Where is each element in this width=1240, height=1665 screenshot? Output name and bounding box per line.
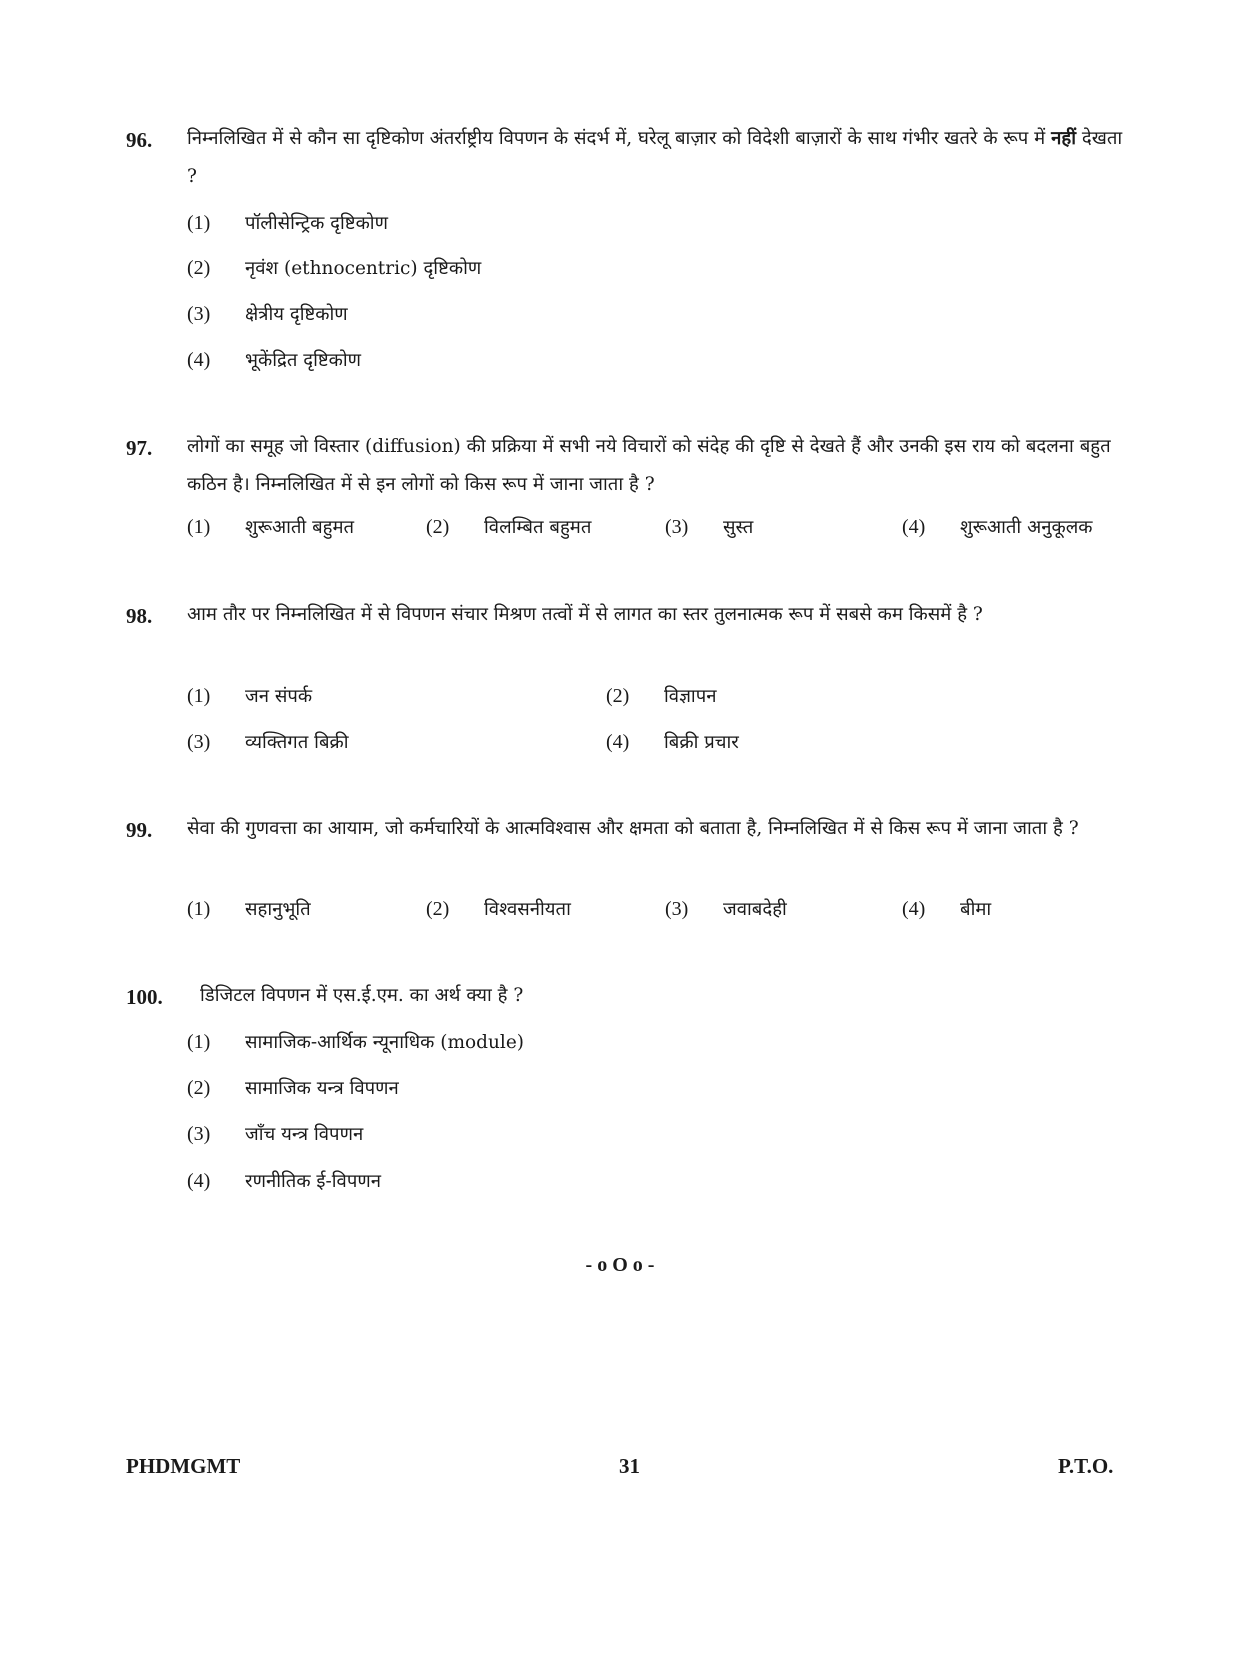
question-text bbox=[187, 120, 1137, 196]
option-text: विज्ञापन bbox=[664, 686, 717, 707]
option-text: जन संपर्क bbox=[245, 686, 313, 707]
question-text: आम तौर पर निम्नलिखित में से विपणन संचार मिश्रण तत्वों में से लागत का स्तर तुलनात्मक रूप में सबसे कम किसमें है ? bbox=[187, 604, 983, 625]
question-number: 96. bbox=[126, 128, 153, 152]
option-number: (2) bbox=[426, 898, 450, 920]
option-text: सुस्त bbox=[723, 517, 754, 538]
option-number: (4) bbox=[187, 349, 211, 371]
option-number: (3) bbox=[187, 303, 211, 325]
question-text: डिजिटल विपणन में एस.ई.एम. का अर्थ क्या है ? bbox=[200, 985, 524, 1006]
question-number: 97. bbox=[126, 436, 153, 460]
option-text: नृवंश (ethnocentric) दृष्टिकोण bbox=[245, 258, 482, 279]
question-text: लोगों का समूह जो विस्तार (diffusion) की प्रक्रिया में सभी नये विचारों को संदेह की दृष्टि से देखते हैं और उनकी इस राय को बदलना बहुत कठिन है। निम्नलिखित में से इन लोगों को किस रूप में जाना जाता है ? bbox=[187, 436, 1111, 495]
question-text: सेवा की गुणवत्ता का आयाम, जो कर्मचारियों के आत्मविश्वास और क्षमता को बताता है, निम्नलिखित में से किस रूप में जाना जाता है ? bbox=[187, 818, 1079, 839]
option-text: सामाजिक-आर्थिक न्यूनाधिक (module) bbox=[245, 1032, 524, 1053]
option-text: व्यक्तिगत बिक्री bbox=[245, 732, 349, 753]
option-number: (1) bbox=[187, 685, 211, 707]
option-text: शुरूआती अनुकूलक bbox=[960, 517, 1093, 538]
question-emphasis: नहीं bbox=[1051, 128, 1077, 149]
end-mark: - o O o - bbox=[585, 1254, 655, 1276]
question-number: 100. bbox=[126, 985, 163, 1009]
option-number: (4) bbox=[902, 516, 926, 538]
option-text: बीमा bbox=[960, 899, 992, 920]
question-number: 98. bbox=[126, 604, 153, 628]
option-number: (3) bbox=[187, 1123, 211, 1145]
option-text: शुरूआती बहुमत bbox=[245, 517, 355, 538]
question-number: 99. bbox=[126, 818, 153, 842]
option-text: विश्वसनीयता bbox=[484, 899, 571, 920]
option-number: (1) bbox=[187, 898, 211, 920]
option-number: (2) bbox=[187, 1077, 211, 1099]
option-number: (1) bbox=[187, 212, 211, 234]
option-text: पॉलीसेन्ट्रिक दृष्टिकोण bbox=[245, 213, 388, 234]
question-text-part: देखता ? bbox=[187, 128, 1123, 187]
question-text-part: निम्नलिखित में से कौन सा दृष्टिकोण अंतर्राष्ट्रीय विपणन के संदर्भ में, घरेलू बाज़ार को विदेशी बाज़ारों के साथ गंभीर खतरे के रूप में bbox=[187, 128, 1046, 149]
option-number: (4) bbox=[606, 731, 630, 753]
option-number: (4) bbox=[902, 898, 926, 920]
option-text: भूकेंद्रित दृष्टिकोण bbox=[245, 350, 362, 371]
option-text: बिक्री प्रचार bbox=[664, 732, 739, 753]
option-number: (4) bbox=[187, 1170, 211, 1192]
option-text: रणनीतिक ई-विपणन bbox=[245, 1171, 381, 1192]
option-number: (3) bbox=[665, 516, 689, 538]
option-text: सहानुभूति bbox=[245, 899, 311, 920]
option-text: क्षेत्रीय दृष्टिकोण bbox=[245, 304, 348, 325]
option-text: जवाबदेही bbox=[723, 899, 787, 920]
option-number: (2) bbox=[606, 685, 630, 707]
option-number: (2) bbox=[187, 257, 211, 279]
option-text: जाँच यन्त्र विपणन bbox=[245, 1124, 364, 1145]
pto-mark: P.T.O. bbox=[1058, 1454, 1114, 1478]
option-number: (3) bbox=[665, 898, 689, 920]
option-text: विलम्बित बहुमत bbox=[484, 517, 592, 538]
option-number: (1) bbox=[187, 1031, 211, 1053]
option-number: (3) bbox=[187, 731, 211, 753]
footer-code: PHDMGMT bbox=[126, 1454, 241, 1478]
option-number: (1) bbox=[187, 516, 211, 538]
option-number: (2) bbox=[426, 516, 450, 538]
page-number: 31 bbox=[619, 1454, 640, 1478]
option-text: सामाजिक यन्त्र विपणन bbox=[245, 1078, 399, 1099]
